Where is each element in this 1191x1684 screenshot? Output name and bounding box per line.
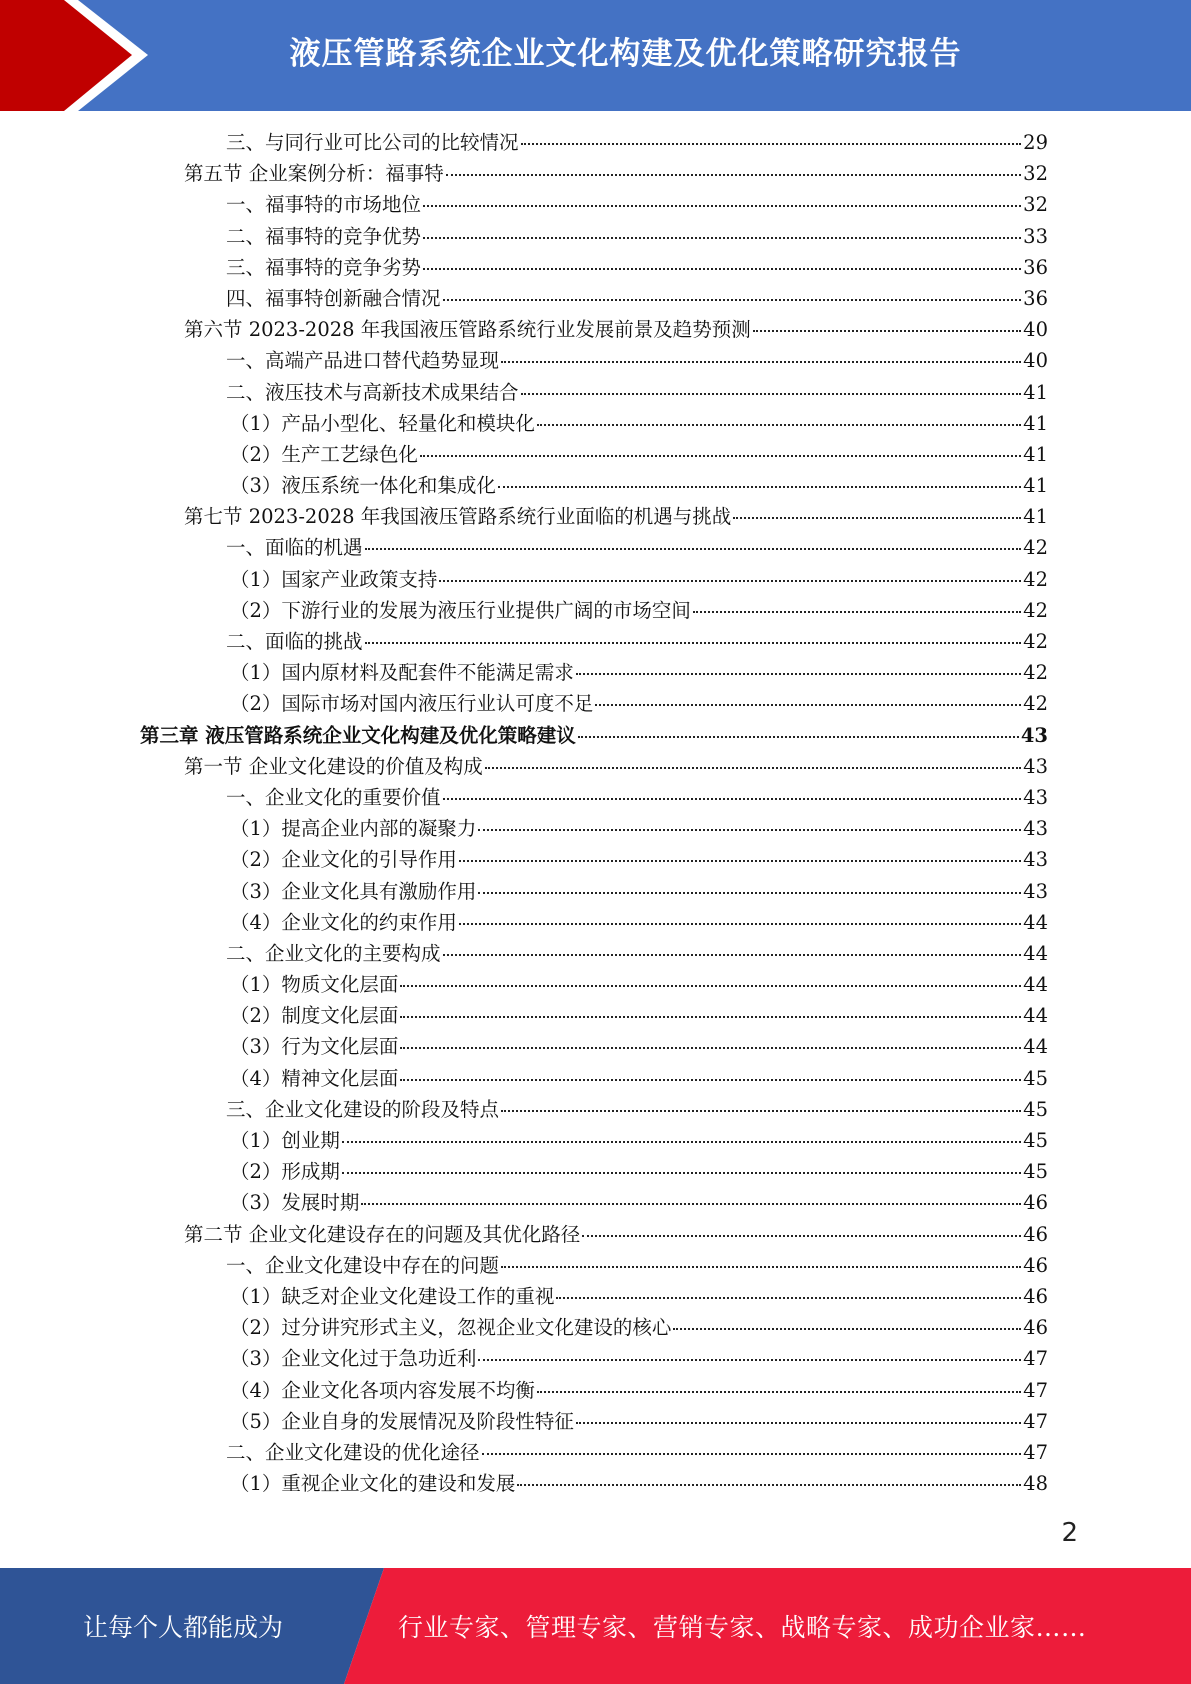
toc-entry-label: 第七节 2023-2028 年我国液压管路系统行业面临的机遇与挑战 <box>184 505 732 529</box>
toc-dot-leader <box>556 1296 1021 1299</box>
toc-entry-label: （3）企业文化具有激励作用 <box>230 879 477 903</box>
toc-entry-page: 41 <box>1023 380 1048 404</box>
toc-dot-leader <box>537 1390 1021 1393</box>
toc-entry[interactable] <box>140 688 1048 719</box>
toc-entry[interactable] <box>140 532 1048 563</box>
toc-entry[interactable] <box>140 252 1048 283</box>
toc-entry-page: 40 <box>1023 318 1048 342</box>
toc-entry-label: （5）企业自身的发展情况及阶段性特征 <box>230 1409 574 1433</box>
toc-entry-label: 一、福事特的市场地位 <box>226 193 422 217</box>
table-of-contents <box>140 127 1048 1499</box>
footer-slogan-left: 让每个人都能成为 <box>82 1613 283 1642</box>
toc-entry[interactable] <box>140 969 1048 1000</box>
toc-entry-label: 二、福事特的竞争优势 <box>226 224 422 248</box>
toc-entry-label: （2）企业文化的引导作用 <box>230 848 457 872</box>
footer-slogan-right: 行业专家、管理专家、营销专家、战略专家、成功企业家…… <box>398 1613 1087 1642</box>
toc-dot-leader <box>582 1234 1021 1237</box>
toc-dot-leader <box>576 1421 1021 1424</box>
toc-dot-leader <box>478 891 1021 894</box>
toc-entry[interactable] <box>140 1281 1048 1312</box>
toc-entry[interactable] <box>140 158 1048 189</box>
toc-dot-leader <box>485 766 1021 769</box>
toc-entry-page: 43 <box>1023 817 1048 841</box>
toc-entry-label: （3）行为文化层面 <box>230 1035 399 1059</box>
toc-dot-leader <box>439 579 1021 582</box>
toc-dot-leader <box>498 485 1021 488</box>
toc-dot-leader <box>400 984 1021 987</box>
toc-entry-label: 一、面临的机遇 <box>226 536 363 560</box>
toc-entry-label: （4）企业文化的约束作用 <box>230 910 457 934</box>
toc-entry-label: （2）生产工艺绿色化 <box>230 442 418 466</box>
toc-dot-leader <box>537 423 1021 426</box>
toc-entry-page: 42 <box>1023 598 1048 622</box>
toc-entry-page: 40 <box>1023 349 1048 373</box>
toc-entry-label: 一、企业文化建设中存在的问题 <box>226 1253 500 1277</box>
toc-entry-label: 三、企业文化建设的阶段及特点 <box>226 1097 500 1121</box>
toc-entry[interactable] <box>140 221 1048 252</box>
toc-entry-label: （1）重视企业文化的建设和发展 <box>230 1472 516 1496</box>
toc-entry-page: 42 <box>1023 630 1048 653</box>
toc-entry-page: 43 <box>1023 848 1048 872</box>
toc-entry-page: 36 <box>1023 286 1048 310</box>
toc-entry-page: 46 <box>1023 1191 1048 1215</box>
toc-entry-page: 47 <box>1023 1378 1048 1402</box>
toc-entry-page: 45 <box>1023 1160 1048 1184</box>
toc-entry-page: 43 <box>1023 879 1048 903</box>
toc-entry-label: （2）下游行业的发展为液压行业提供广阔的市场空间 <box>230 598 691 622</box>
toc-entry-page: 46 <box>1023 1222 1048 1246</box>
toc-entry-page: 41 <box>1023 442 1048 466</box>
page-header <box>0 0 1191 111</box>
toc-dot-leader <box>342 1140 1021 1143</box>
toc-entry-page: 42 <box>1023 536 1048 560</box>
toc-entry-page: 44 <box>1023 1004 1048 1028</box>
toc-dot-leader <box>482 1452 1022 1455</box>
toc-entry[interactable] <box>140 377 1048 408</box>
toc-dot-leader <box>673 1327 1021 1330</box>
toc-entry-page: 47 <box>1023 1347 1048 1371</box>
toc-entry[interactable] <box>140 907 1048 938</box>
toc-entry[interactable] <box>140 1187 1048 1218</box>
page-footer <box>0 1568 1191 1684</box>
toc-entry-label: 三、福事特的竞争劣势 <box>226 255 422 279</box>
toc-entry-page: 36 <box>1023 255 1048 279</box>
toc-entry[interactable] <box>140 1031 1048 1062</box>
toc-entry-page: 32 <box>1023 193 1048 217</box>
toc-dot-leader <box>459 922 1021 925</box>
toc-entry-page: 43 <box>1023 785 1048 809</box>
toc-dot-leader <box>693 610 1021 613</box>
toc-entry-label: 三、与同行业可比公司的比较情况 <box>226 131 519 154</box>
toc-entry-label: 二、液压技术与高新技术成果结合 <box>226 380 519 404</box>
toc-entry-label: （2）制度文化层面 <box>230 1004 399 1028</box>
toc-entry-page: 32 <box>1023 162 1048 186</box>
toc-entry[interactable] <box>140 1437 1048 1468</box>
toc-dot-leader <box>365 547 1022 550</box>
toc-entry[interactable] <box>140 595 1048 626</box>
toc-dot-leader <box>361 1202 1021 1205</box>
toc-entry-label: （2）形成期 <box>230 1160 340 1184</box>
toc-entry-page: 45 <box>1023 1129 1048 1152</box>
toc-entry[interactable] <box>140 938 1048 969</box>
toc-entry-page: 41 <box>1023 411 1048 435</box>
toc-entry-label: 二、企业文化的主要构成 <box>226 941 441 965</box>
toc-entry[interactable] <box>140 1375 1048 1406</box>
toc-dot-leader <box>400 1078 1021 1081</box>
toc-entry[interactable] <box>140 1156 1048 1187</box>
toc-entry-label: （3）企业文化过于急功近利 <box>230 1347 477 1371</box>
toc-entry-label: 第一节 企业文化建设的价值及构成 <box>184 754 483 778</box>
toc-dot-leader <box>478 1358 1021 1361</box>
toc-entry[interactable] <box>140 564 1048 595</box>
toc-entry[interactable] <box>140 1250 1048 1281</box>
toc-entry[interactable] <box>140 345 1048 376</box>
toc-entry[interactable] <box>140 1312 1048 1343</box>
toc-dot-leader <box>501 1265 1021 1268</box>
toc-entry[interactable] <box>140 283 1048 314</box>
page-number: 2 <box>1061 1518 1078 1548</box>
toc-entry[interactable] <box>140 1468 1048 1499</box>
toc-entry-page: 45 <box>1023 1066 1048 1090</box>
toc-entry-page: 33 <box>1023 224 1048 248</box>
toc-entry-page: 42 <box>1023 567 1048 591</box>
toc-entry-label: 四、福事特创新融合情况 <box>226 286 441 310</box>
toc-dot-leader <box>578 735 1019 738</box>
toc-entry-label: 一、高端产品进口替代趋势显现 <box>226 349 500 373</box>
toc-entry-label: （3）液压系统一体化和集成化 <box>230 474 496 498</box>
toc-dot-leader <box>521 142 1022 145</box>
toc-entry[interactable] <box>140 127 1048 158</box>
toc-entry-label: （2）过分讲究形式主义，忽视企业文化建设的核心 <box>230 1316 672 1340</box>
toc-dot-leader <box>443 797 1022 800</box>
toc-entry-page: 44 <box>1023 1035 1048 1059</box>
toc-dot-leader <box>521 392 1022 395</box>
toc-entry-label: 第五节 企业案例分析：福事特 <box>184 162 444 186</box>
toc-dot-leader <box>423 236 1021 239</box>
toc-dot-leader <box>478 828 1021 831</box>
toc-entry[interactable] <box>140 1094 1048 1125</box>
toc-dot-leader <box>420 454 1021 457</box>
toc-entry-page: 41 <box>1023 474 1048 498</box>
toc-entry[interactable] <box>140 1000 1048 1031</box>
toc-entry-page: 43 <box>1023 754 1048 778</box>
toc-entry-label: （2）国际市场对国内液压行业认可度不足 <box>230 692 594 716</box>
toc-entry-label: （1）创业期 <box>230 1129 340 1152</box>
toc-entry[interactable] <box>140 189 1048 220</box>
toc-dot-leader <box>400 1015 1021 1018</box>
toc-entry-page: 46 <box>1023 1316 1048 1340</box>
toc-entry[interactable] <box>140 408 1048 439</box>
toc-entry[interactable] <box>140 844 1048 875</box>
toc-entry[interactable] <box>140 1406 1048 1437</box>
toc-entry-page: 47 <box>1023 1409 1048 1433</box>
toc-entry-label: （1）提高企业内部的凝聚力 <box>230 817 477 841</box>
toc-entry-label: （1）物质文化层面 <box>230 973 399 997</box>
toc-entry-page: 44 <box>1023 941 1048 965</box>
toc-entry-page: 29 <box>1023 131 1048 154</box>
toc-entry-page: 47 <box>1023 1440 1048 1464</box>
toc-entry-label: 一、企业文化的重要价值 <box>226 785 441 809</box>
toc-dot-leader <box>400 1046 1021 1049</box>
toc-entry-label: （1）缺乏对企业文化建设工作的重视 <box>230 1284 555 1308</box>
toc-entry-page: 46 <box>1023 1284 1048 1308</box>
toc-dot-leader <box>459 859 1021 862</box>
toc-entry-label: （4）精神文化层面 <box>230 1066 399 1090</box>
toc-entry[interactable] <box>140 1063 1048 1094</box>
toc-entry[interactable] <box>140 782 1048 813</box>
toc-entry[interactable] <box>140 1125 1048 1156</box>
toc-entry-label: （4）企业文化各项内容发展不均衡 <box>230 1378 535 1402</box>
toc-entry[interactable] <box>140 720 1048 751</box>
toc-dot-leader <box>446 173 1021 176</box>
toc-entry-label: （1）产品小型化、轻量化和模块化 <box>230 411 535 435</box>
toc-dot-leader <box>753 329 1021 332</box>
toc-dot-leader <box>423 267 1021 270</box>
toc-entry-page: 41 <box>1023 505 1048 529</box>
toc-entry-page: 44 <box>1023 910 1048 934</box>
toc-dot-leader <box>501 1109 1021 1112</box>
toc-entry-label: （1）国内原材料及配套件不能满足需求 <box>230 661 574 685</box>
toc-entry-label: 二、面临的挑战 <box>226 630 363 653</box>
toc-entry[interactable] <box>140 1219 1048 1250</box>
toc-entry-page: 45 <box>1023 1097 1048 1121</box>
toc-entry-label: 第六节 2023-2028 年我国液压管路系统行业发展前景及趋势预测 <box>184 318 751 342</box>
toc-entry-page: 48 <box>1023 1472 1048 1496</box>
toc-entry-label: 第三章 液压管路系统企业文化构建及优化策略建议 <box>140 723 576 747</box>
toc-entry-label: （1）国家产业政策支持 <box>230 567 438 591</box>
document-title: 液压管路系统企业文化构建及优化策略研究报告 <box>289 35 962 72</box>
toc-dot-leader <box>342 1171 1021 1174</box>
toc-entry[interactable] <box>140 751 1048 782</box>
toc-entry-label: 第二节 企业文化建设存在的问题及其优化路径 <box>184 1222 581 1246</box>
toc-dot-leader <box>365 641 1022 644</box>
toc-entry-label: 二、企业文化建设的优化途径 <box>226 1440 480 1464</box>
toc-entry[interactable] <box>140 314 1048 345</box>
toc-entry-page: 43 <box>1020 723 1048 747</box>
toc-entry-label: （3）发展时期 <box>230 1191 360 1215</box>
toc-dot-leader <box>595 703 1021 706</box>
toc-dot-leader <box>733 516 1021 519</box>
toc-entry-page: 42 <box>1023 661 1048 685</box>
toc-dot-leader <box>517 1483 1021 1486</box>
toc-entry[interactable] <box>140 470 1048 501</box>
toc-entry-page: 42 <box>1023 692 1048 716</box>
toc-dot-leader <box>576 672 1021 675</box>
toc-dot-leader <box>501 360 1021 363</box>
toc-entry[interactable] <box>140 439 1048 470</box>
toc-entry[interactable] <box>140 813 1048 844</box>
toc-dot-leader <box>443 298 1022 301</box>
toc-entry[interactable] <box>140 876 1048 907</box>
toc-entry-page: 46 <box>1023 1253 1048 1277</box>
toc-dot-leader <box>443 953 1022 956</box>
toc-entry[interactable] <box>140 626 1048 657</box>
toc-entry[interactable] <box>140 501 1048 532</box>
toc-entry[interactable] <box>140 657 1048 688</box>
toc-entry[interactable] <box>140 1343 1048 1374</box>
toc-dot-leader <box>423 204 1021 207</box>
toc-entry-page: 44 <box>1023 973 1048 997</box>
